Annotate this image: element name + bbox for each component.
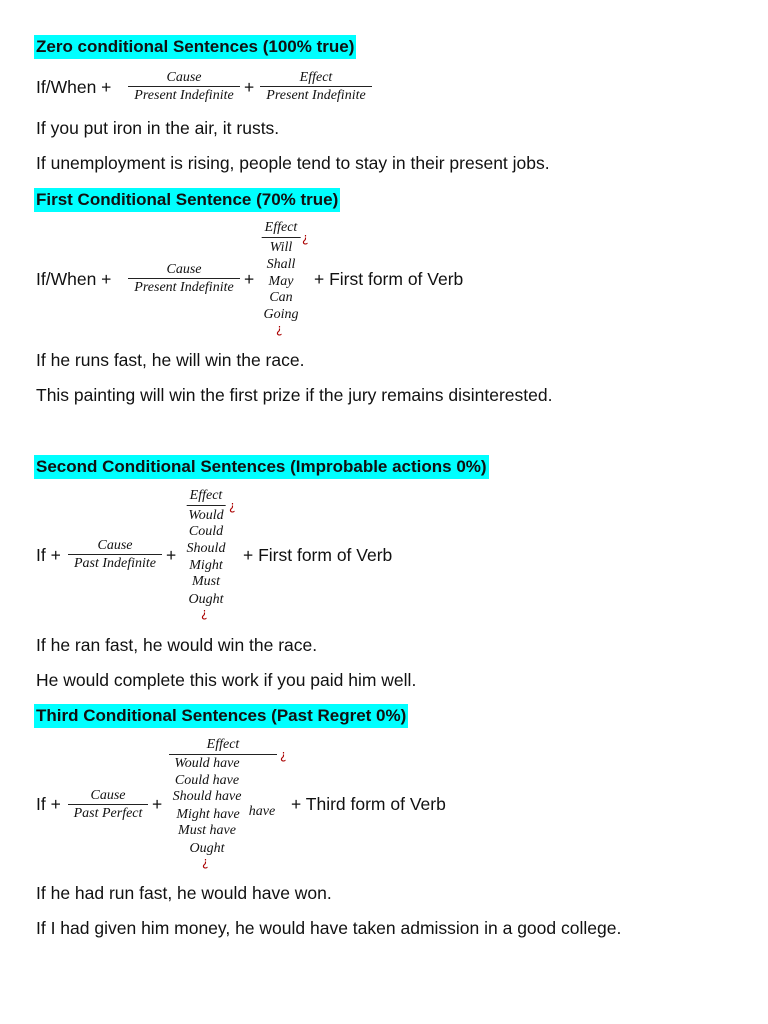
formula-tail: + First form of Verb — [243, 545, 393, 565]
formula-lead: If + — [36, 794, 61, 814]
modal: Might — [189, 558, 223, 573]
plus: + — [166, 545, 177, 565]
modal: Could — [188, 524, 224, 539]
effect-label: Effect — [262, 220, 301, 238]
modal: Ought — [189, 841, 225, 856]
cause-fraction: Cause Present Indefinite — [128, 261, 240, 296]
heading-first-conditional: First Conditional Sentence (70% true) — [34, 188, 340, 212]
formula-tail: + Third form of Verb — [291, 794, 446, 814]
question-mark-glyph: ¿ — [302, 231, 309, 245]
modal: Would — [188, 508, 224, 523]
example-sentence: If unemployment is rising, people tend to stay in their present jobs. — [36, 153, 550, 173]
question-mark-glyph: ¿ — [201, 606, 208, 620]
formula-lead: If + — [36, 545, 61, 565]
formula-tail: + First form of Verb — [314, 269, 464, 289]
modal: Will — [269, 240, 293, 255]
plus: + — [244, 269, 255, 289]
modal: Should have — [172, 789, 242, 804]
plus: + — [152, 794, 163, 814]
heading-second-conditional: Second Conditional Sentences (Improbable actions 0%) — [34, 455, 489, 479]
modal: Must have — [178, 823, 236, 838]
example-sentence: He would complete this work if you paid him well. — [36, 670, 417, 690]
modal: Would have — [174, 756, 240, 771]
modal: Must — [192, 574, 220, 589]
formula-lead: If/When + — [36, 77, 112, 97]
formula-lead: If/When + — [36, 269, 112, 289]
modal: Ought — [188, 592, 224, 607]
modal: May — [268, 274, 294, 289]
heading-third-conditional: Third Conditional Sentences (Past Regret 0%) — [34, 704, 408, 728]
modal: Should — [186, 541, 226, 556]
modal: Might have — [176, 807, 240, 822]
example-sentence: This painting will win the first prize if the jury remains disinterested. — [36, 385, 553, 405]
cause-fraction: Cause Past Perfect — [68, 787, 148, 822]
example-sentence: If I had given him money, he would have taken admission in a good college. — [36, 918, 622, 938]
question-mark-glyph: ¿ — [202, 855, 209, 869]
cause-fraction: Cause Past Indefinite — [68, 537, 162, 572]
modal: Could have — [174, 773, 240, 788]
modal: Going — [263, 307, 299, 322]
question-mark-glyph: ¿ — [276, 322, 283, 336]
modal: Can — [269, 290, 293, 305]
modal: Shall — [266, 257, 296, 272]
effect-label: Effect — [187, 488, 226, 506]
heading-zero-conditional: Zero conditional Sentences (100% true) — [34, 35, 356, 59]
have-label: have — [248, 804, 276, 819]
example-sentence: If you put iron in the air, it rusts. — [36, 118, 280, 138]
effect-fraction: Effect Present Indefinite — [260, 69, 372, 104]
plus: + — [244, 77, 255, 97]
cause-fraction: Cause Present Indefinite — [128, 69, 240, 104]
example-sentence: If he had run fast, he would have won. — [36, 883, 332, 903]
question-mark-glyph: ¿ — [229, 499, 236, 513]
example-sentence: If he runs fast, he will win the race. — [36, 350, 305, 370]
example-sentence: If he ran fast, he would win the race. — [36, 635, 318, 655]
effect-label: Effect — [169, 737, 277, 755]
question-mark-glyph: ¿ — [280, 748, 287, 762]
